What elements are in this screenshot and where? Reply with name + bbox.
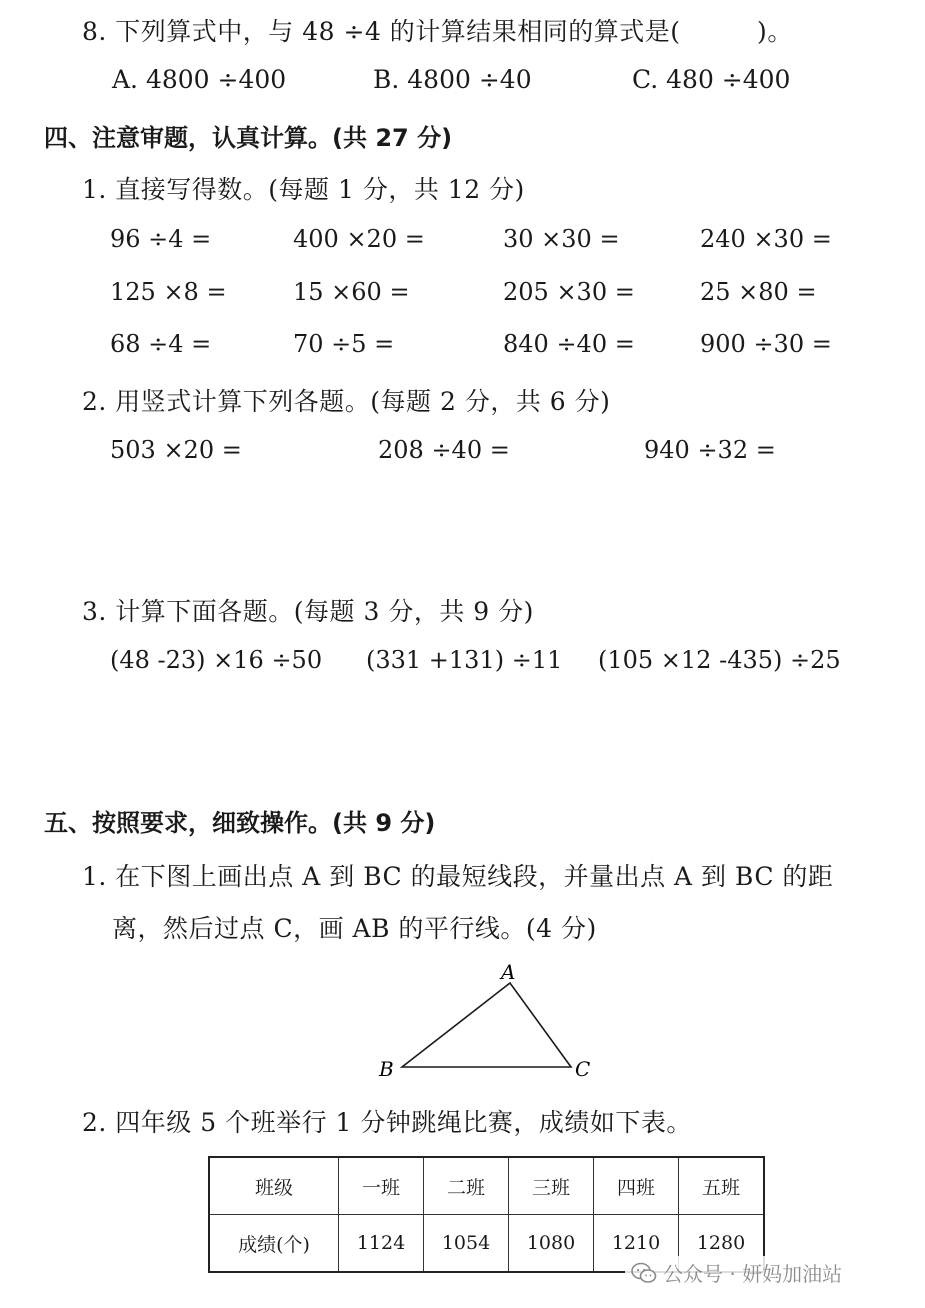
- table-cell: 一班: [339, 1157, 424, 1215]
- oral-calc-item: 125 ×8 =: [110, 278, 227, 306]
- table-cell: 成绩(个): [209, 1215, 339, 1273]
- oral-calc-item: 240 ×30 =: [700, 225, 832, 253]
- section-5-title: 五、按照要求，细致操作。(共 9 分): [44, 809, 436, 837]
- vertex-a-label: A: [501, 960, 516, 984]
- oral-calc-item: 25 ×80 =: [700, 278, 817, 306]
- triangle-figure: [370, 955, 600, 1085]
- section-4-title: 四、注意审题，认真计算。(共 27 分): [44, 124, 453, 152]
- oral-calc-item: 68 ÷4 =: [110, 330, 212, 358]
- mixed-calc-item: (331 +131) ÷11: [366, 646, 563, 674]
- oral-calc-item: 30 ×30 =: [503, 225, 620, 253]
- table-header-row: [209, 1157, 764, 1215]
- option-b: B. 4800 ÷40: [373, 65, 532, 94]
- table-cell: 1080: [509, 1215, 594, 1273]
- section-4-part-1-title: 1. 直接写得数。(每题 1 分，共 12 分): [82, 175, 525, 204]
- oral-calc-item: 840 ÷40 =: [503, 330, 635, 358]
- oral-calc-item: 205 ×30 =: [503, 278, 635, 306]
- oral-calc-item: 70 ÷5 =: [293, 330, 395, 358]
- table-cell: 四班: [594, 1157, 679, 1215]
- mixed-calc-item: (105 ×12 -435) ÷25: [598, 646, 841, 674]
- question-8: 8. 下列算式中，与 48 ÷4 的计算结果相同的算式是( )。: [82, 17, 793, 46]
- oral-calc-item: 96 ÷4 =: [110, 225, 212, 253]
- vertex-b-label: B: [379, 1057, 394, 1081]
- mixed-calc-item: (48 -23) ×16 ÷50: [110, 646, 323, 674]
- oral-calc-item: 15 ×60 =: [293, 278, 410, 306]
- table-cell: 三班: [509, 1157, 594, 1215]
- table-cell: 班级: [209, 1157, 339, 1215]
- section-4-part-2-title: 2. 用竖式计算下列各题。(每题 2 分，共 6 分): [82, 387, 611, 416]
- oral-calc-item: 900 ÷30 =: [700, 330, 832, 358]
- vertical-calc-item: 503 ×20 =: [110, 436, 242, 464]
- section-5-part-1-line-1: 1. 在下图上画出点 A 到 BC 的最短线段，并量出点 A 到 BC 的距: [82, 862, 834, 891]
- vertical-calc-item: 208 ÷40 =: [378, 436, 510, 464]
- wechat-icon: [631, 1262, 657, 1284]
- table-cell: 1124: [339, 1215, 424, 1273]
- table-cell: 1054: [424, 1215, 509, 1273]
- triangle-abc: [402, 983, 571, 1067]
- table-cell: 1210: [594, 1215, 679, 1273]
- oral-calc-item: 400 ×20 =: [293, 225, 425, 253]
- option-c: C. 480 ÷400: [632, 65, 791, 94]
- section-4-part-3-title: 3. 计算下面各题。(每题 3 分，共 9 分): [82, 597, 534, 626]
- section-5-part-1-line-2: 离，然后过点 C，画 AB 的平行线。(4 分): [112, 914, 597, 943]
- watermark-text: 公众号 · 妍妈加油站: [663, 1262, 843, 1286]
- option-a: A. 4800 ÷400: [112, 65, 287, 94]
- table-cell: 1280: [679, 1215, 765, 1273]
- table-cell: 二班: [424, 1157, 509, 1215]
- table-cell: 五班: [679, 1157, 765, 1215]
- section-5-part-2-title: 2. 四年级 5 个班举行 1 分钟跳绳比赛，成绩如下表。: [82, 1108, 692, 1137]
- vertical-calc-item: 940 ÷32 =: [644, 436, 776, 464]
- vertex-c-label: C: [575, 1057, 591, 1081]
- watermark: [625, 1256, 848, 1289]
